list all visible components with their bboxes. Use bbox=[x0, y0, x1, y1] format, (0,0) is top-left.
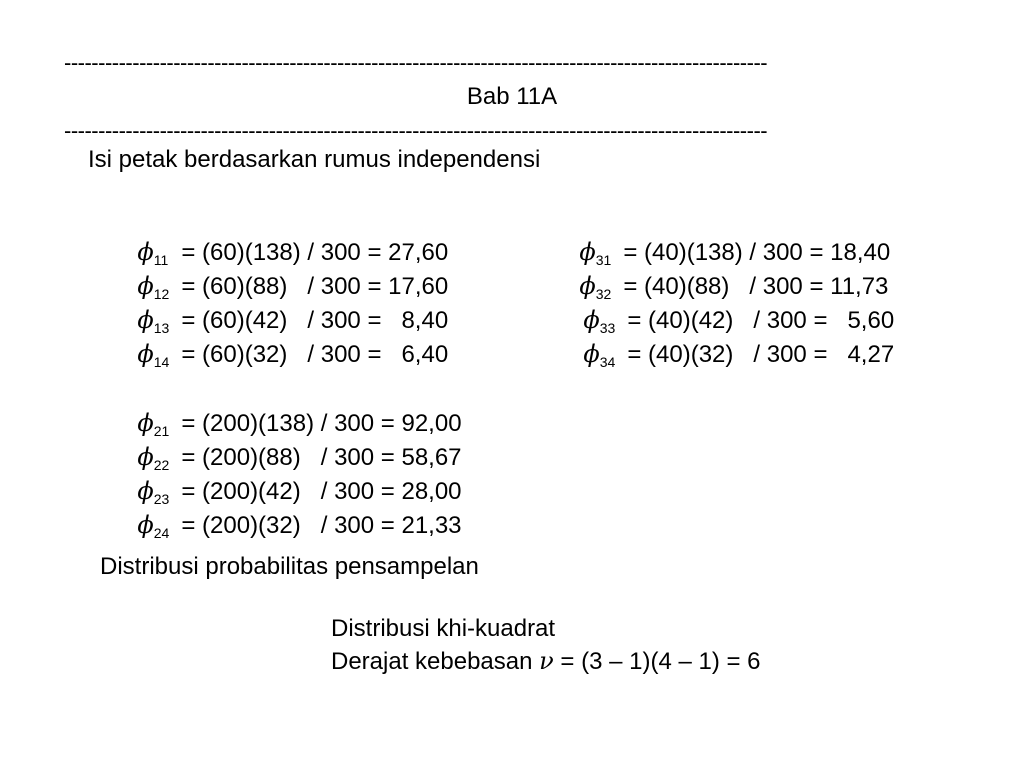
dof-prefix: Derajat kebebasan bbox=[331, 648, 540, 675]
phi-symbol: ϕ bbox=[137, 409, 154, 437]
equation-rhs: = (40)(42) / 300 = 5,60 bbox=[627, 307, 895, 334]
subscript: 23 bbox=[153, 491, 170, 507]
equation-row-phi24 bbox=[124, 489, 462, 540]
equation-rhs: = (40)(138) / 300 = 18,40 bbox=[623, 239, 891, 266]
subscript: 13 bbox=[153, 320, 170, 336]
distribution-type: Distribusi khi-kuadrat bbox=[331, 615, 556, 642]
equation-rhs: = (60)(138) / 300 = 27,60 bbox=[181, 239, 449, 266]
equation-rhs: = (200)(42) / 300 = 28,00 bbox=[181, 478, 462, 505]
subscript: 32 bbox=[595, 286, 612, 302]
nu-symbol: ν bbox=[539, 647, 554, 675]
phi-symbol: ϕ bbox=[137, 477, 154, 505]
top-separator: ------------------------------------------------------------------------------------------------------- bbox=[64, 52, 768, 74]
subscript: 12 bbox=[153, 286, 170, 302]
subscript: 24 bbox=[153, 525, 170, 541]
phi-symbol: ϕ bbox=[137, 272, 154, 300]
equation-rhs: = (200)(88) / 300 = 58,67 bbox=[181, 444, 462, 471]
dof-suffix: = (3 – 1)(4 – 1) = 6 bbox=[553, 648, 761, 675]
subscript: 31 bbox=[595, 252, 612, 268]
subscript: 21 bbox=[153, 423, 170, 439]
page-title: Bab 11A bbox=[466, 83, 558, 110]
equation-row-phi14 bbox=[124, 318, 448, 369]
subscript: 14 bbox=[153, 354, 170, 370]
equation-rhs: = (40)(88) / 300 = 11,73 bbox=[623, 273, 889, 300]
subscript: 11 bbox=[153, 252, 169, 268]
distribution-heading: Distribusi probabilitas pensampelan bbox=[100, 553, 479, 580]
intro-text: Isi petak berdasarkan rumus independensi bbox=[88, 146, 541, 173]
degrees-of-freedom bbox=[331, 649, 761, 674]
equation-rhs: = (40)(32) / 300 = 4,27 bbox=[627, 341, 895, 368]
phi-symbol: ϕ bbox=[583, 306, 600, 334]
phi-symbol: ϕ bbox=[137, 443, 154, 471]
phi-symbol: ϕ bbox=[137, 238, 154, 266]
equation-rhs: = (200)(32) / 300 = 21,33 bbox=[181, 512, 462, 539]
phi-symbol: ϕ bbox=[137, 511, 154, 539]
equation-rhs: = (60)(88) / 300 = 17,60 bbox=[181, 273, 449, 300]
equation-rhs: = (200)(138) / 300 = 92,00 bbox=[181, 410, 462, 437]
bottom-separator: ------------------------------------------------------------------------------------------------------- bbox=[64, 120, 768, 142]
phi-symbol: ϕ bbox=[583, 340, 600, 368]
subscript: 33 bbox=[599, 320, 616, 336]
equation-rhs: = (60)(32) / 300 = 6,40 bbox=[181, 341, 449, 368]
equation-row-phi34 bbox=[570, 318, 894, 369]
phi-symbol: ϕ bbox=[137, 340, 154, 368]
subscript: 22 bbox=[153, 457, 170, 473]
phi-symbol: ϕ bbox=[579, 238, 596, 266]
phi-symbol: ϕ bbox=[579, 272, 596, 300]
subscript: 34 bbox=[599, 354, 616, 370]
equation-rhs: = (60)(42) / 300 = 8,40 bbox=[181, 307, 449, 334]
phi-symbol: ϕ bbox=[137, 306, 154, 334]
